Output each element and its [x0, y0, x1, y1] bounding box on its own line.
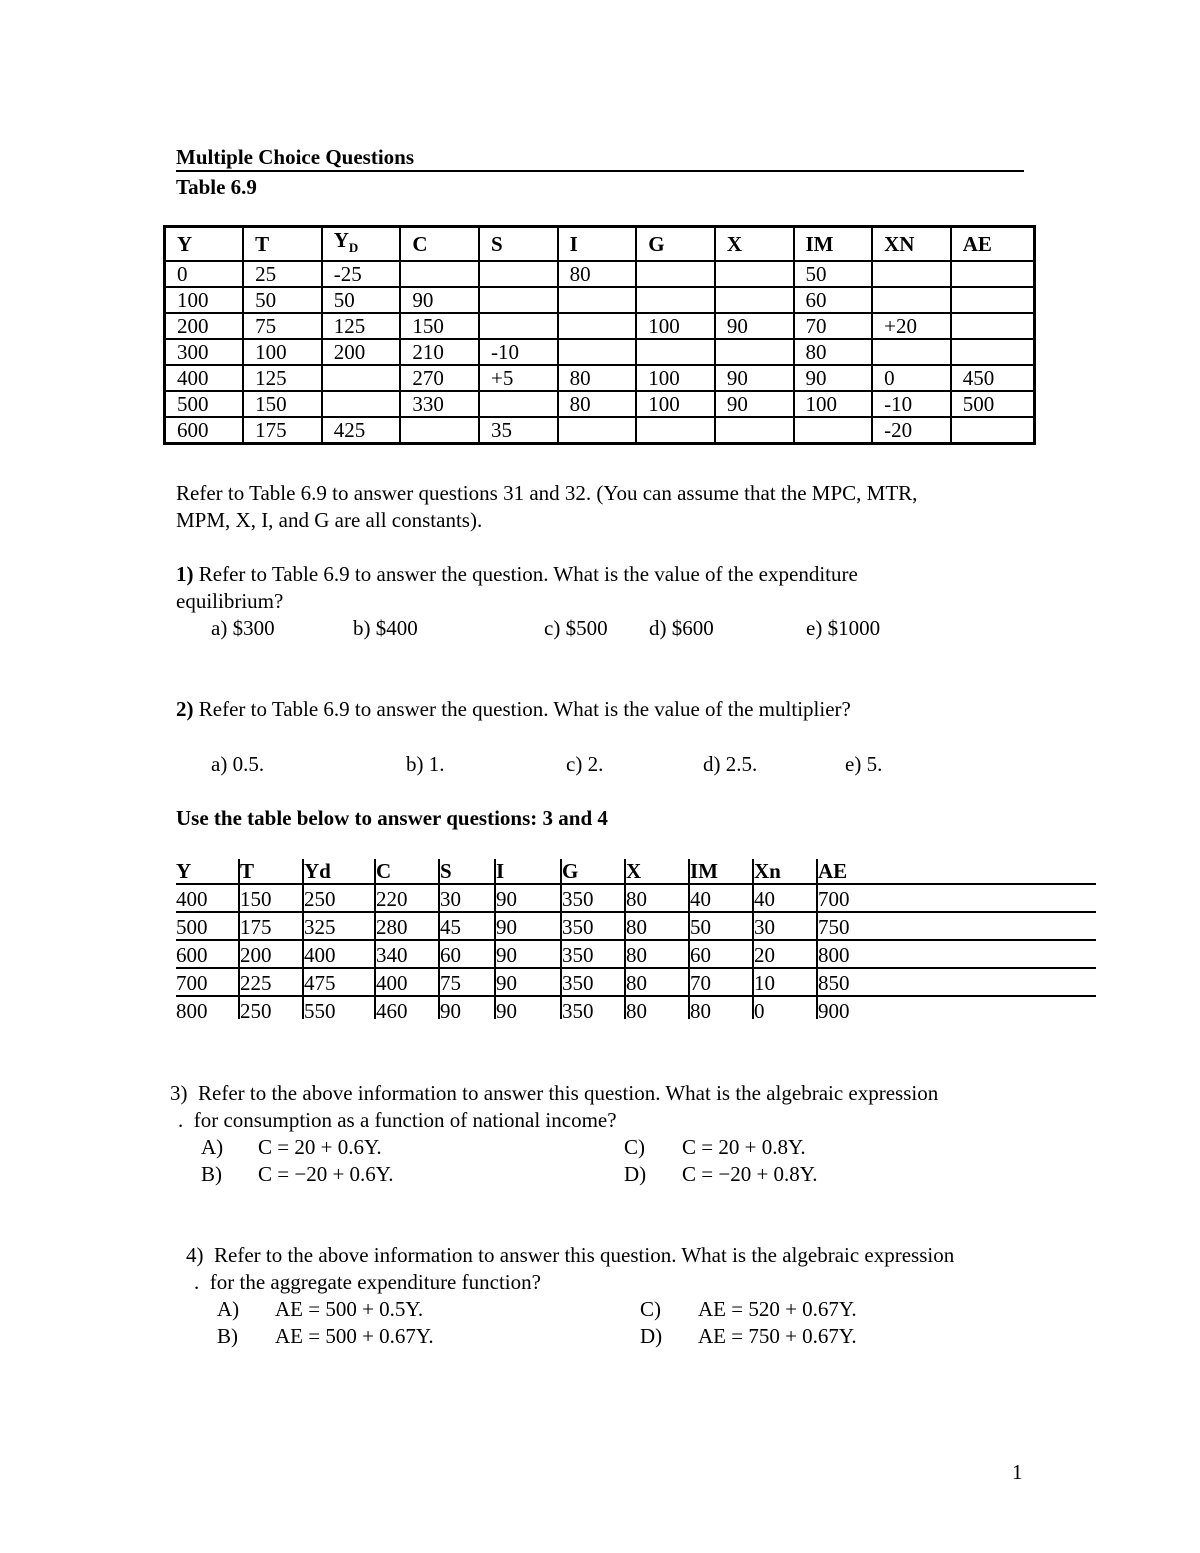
table-cell: 90	[496, 943, 517, 967]
table-cell: 460	[376, 999, 408, 1023]
table-cell: 60	[690, 943, 711, 967]
table-row	[165, 365, 1035, 391]
table-cell: 100	[636, 365, 715, 391]
question-4-dot: .	[194, 1270, 200, 1294]
question-1	[176, 562, 858, 587]
question-4-text: Refer to the above information to answer this question. What is the algebraic expression	[214, 1243, 955, 1267]
table-cell	[636, 261, 715, 287]
table-column-rule	[816, 859, 818, 1019]
table-cell: 75	[440, 971, 461, 995]
table-cell: -25	[322, 261, 401, 287]
table-cell: 60	[440, 943, 461, 967]
header-cell: Yd	[304, 859, 331, 883]
table-cell: 80	[794, 339, 873, 365]
table-cell: 70	[794, 313, 873, 339]
table-cell	[479, 287, 558, 313]
header-cell: I	[558, 227, 637, 262]
table-cell: 150	[400, 313, 479, 339]
table-cell: +20	[872, 313, 951, 339]
table-cell: 400	[176, 887, 208, 911]
table-row	[165, 313, 1035, 339]
header-cell	[322, 227, 401, 262]
header-yd-base: Y	[333, 228, 349, 252]
table-cell	[400, 417, 479, 444]
table-cell: 550	[304, 999, 336, 1023]
table-cell: 450	[951, 365, 1035, 391]
table-cell	[479, 261, 558, 287]
table-cell: 100	[243, 339, 322, 365]
table-cell: 100	[794, 391, 873, 417]
table-cell: 330	[400, 391, 479, 417]
question-2	[176, 697, 851, 722]
table-cell: 45	[440, 915, 461, 939]
table-row	[165, 261, 1035, 287]
table-cell: 350	[562, 971, 594, 995]
table-cell	[872, 339, 951, 365]
table-row	[165, 417, 1035, 444]
table-cell: 250	[304, 887, 336, 911]
table-cell: 75	[243, 313, 322, 339]
table-cell: 90	[440, 999, 461, 1023]
table-cell: 80	[558, 391, 637, 417]
table-2	[176, 857, 1096, 1025]
table-cell	[951, 339, 1035, 365]
table-cell: 350	[562, 887, 594, 911]
question-3-number: 3)	[170, 1081, 188, 1105]
table-cell: 210	[400, 339, 479, 365]
table-cell: 0	[165, 261, 244, 287]
header-cell: T	[240, 859, 255, 883]
table-column-rule	[624, 859, 626, 1019]
table-cell	[558, 287, 637, 313]
header-cell: S	[440, 859, 452, 883]
question-2-text: Refer to Table 6.9 to answer the question. What is the value of the multiplier?	[193, 697, 851, 721]
header-cell: T	[243, 227, 322, 262]
table-cell: -10	[479, 339, 558, 365]
table-cell	[951, 261, 1035, 287]
table-cell: +5	[479, 365, 558, 391]
table-cell: 280	[376, 915, 408, 939]
table-row	[165, 287, 1035, 313]
table-cell: 700	[818, 887, 850, 911]
table-cell: 90	[715, 313, 794, 339]
table-cell: 800	[818, 943, 850, 967]
q2-option-d: d) 2.5.	[703, 752, 758, 776]
table-row	[176, 885, 1096, 913]
table-cell: -20	[872, 417, 951, 444]
table-cell: 150	[243, 391, 322, 417]
table-cell: 500	[176, 915, 208, 939]
table-cell: 100	[636, 313, 715, 339]
table-cell	[322, 365, 401, 391]
table-column-rule	[238, 859, 240, 1019]
table-cell: 50	[243, 287, 322, 313]
header-cell: Xn	[754, 859, 781, 883]
q3-option-c-label: C)	[624, 1135, 645, 1159]
table-cell	[400, 261, 479, 287]
table-cell: 90	[400, 287, 479, 313]
question-4-number: 4)	[186, 1243, 204, 1267]
question-3-dot: .	[178, 1108, 184, 1132]
table-cell	[951, 287, 1035, 313]
table-cell: 350	[562, 999, 594, 1023]
table-cell	[479, 391, 558, 417]
question-1-text: Refer to Table 6.9 to answer the question. What is the value of the expenditure	[193, 562, 858, 586]
table-cell	[322, 391, 401, 417]
table-cell: 90	[496, 971, 517, 995]
table-cell: 50	[322, 287, 401, 313]
heading-underline	[176, 170, 1024, 172]
header-cell: AE	[818, 859, 848, 883]
table-rule	[176, 911, 1096, 913]
header-cell: I	[496, 859, 505, 883]
table-row	[176, 913, 1096, 941]
table-cell: 700	[176, 971, 208, 995]
table-cell: 175	[240, 915, 272, 939]
q4-option-d-text: AE = 750 + 0.67Y.	[698, 1324, 857, 1348]
table-header-row	[165, 227, 1035, 262]
table-cell: 20	[754, 943, 775, 967]
table-cell: 350	[562, 915, 594, 939]
header-cell: G	[562, 859, 579, 883]
q2-option-c: c) 2.	[566, 752, 604, 776]
q4-option-b-text: AE = 500 + 0.67Y.	[275, 1324, 434, 1348]
table-row	[176, 997, 1096, 1025]
table-cell: 175	[243, 417, 322, 444]
q4-option-b-label: B)	[217, 1324, 238, 1348]
table-cell: 60	[794, 287, 873, 313]
table-cell: 200	[240, 943, 272, 967]
table-title: Table 6.9	[176, 175, 257, 199]
table-cell: 80	[626, 999, 647, 1023]
table-cell: 90	[715, 391, 794, 417]
table-row	[165, 391, 1035, 417]
question-4-text-2: for the aggregate expenditure function?	[209, 1270, 541, 1294]
question-3-text: Refer to the above information to answer this question. What is the algebraic expression	[198, 1081, 939, 1105]
table-rule	[176, 995, 1096, 997]
q1-option-a: a) $300	[211, 616, 275, 640]
header-cell: AE	[951, 227, 1035, 262]
table-cell: 200	[165, 313, 244, 339]
header-cell: IM	[794, 227, 873, 262]
table-cell	[636, 417, 715, 444]
table-cell: 80	[690, 999, 711, 1023]
question-3-line-2	[178, 1108, 617, 1133]
table-cell: -10	[872, 391, 951, 417]
q3-option-a-text: C = 20 + 0.6Y.	[258, 1135, 382, 1159]
table-cell: 100	[165, 287, 244, 313]
table-cell: 80	[626, 971, 647, 995]
table-cell: 90	[715, 365, 794, 391]
header-cell: IM	[690, 859, 718, 883]
table-cell: 125	[243, 365, 322, 391]
table-cell: 25	[243, 261, 322, 287]
table-cell: 90	[496, 999, 517, 1023]
q3-option-a-label: A)	[201, 1135, 224, 1159]
table-column-rule	[688, 859, 690, 1019]
q2-option-b: b) 1.	[406, 752, 445, 776]
table-cell: 70	[690, 971, 711, 995]
table-cell: 500	[951, 391, 1035, 417]
intro-line-2: MPM, X, I, and G are all constants).	[176, 508, 483, 532]
table-cell: 90	[496, 887, 517, 911]
table-cell: 0	[872, 365, 951, 391]
table-cell	[479, 313, 558, 339]
table-cell: 400	[376, 971, 408, 995]
table-cell: 340	[376, 943, 408, 967]
question-1-line-2: equilibrium?	[176, 589, 284, 613]
q3-option-c-text: C = 20 + 0.8Y.	[682, 1135, 806, 1159]
table-cell	[951, 313, 1035, 339]
table-cell: 475	[304, 971, 336, 995]
table-column-rule	[438, 859, 440, 1019]
q3-option-b-label: B)	[201, 1162, 222, 1186]
table-cell: 225	[240, 971, 272, 995]
table-2-intro: Use the table below to answer questions: 3 and 4	[176, 806, 608, 830]
header-cell: Y	[165, 227, 244, 262]
table-cell	[636, 287, 715, 313]
table-cell: 250	[240, 999, 272, 1023]
table-cell: 80	[626, 887, 647, 911]
table-cell: 90	[496, 915, 517, 939]
table-rule	[176, 967, 1096, 969]
table-cell: 900	[818, 999, 850, 1023]
table-rule	[176, 939, 1096, 941]
header-cell: X	[626, 859, 642, 883]
table-cell: 100	[636, 391, 715, 417]
q4-option-c-text: AE = 520 + 0.67Y.	[698, 1297, 857, 1321]
table-cell: 300	[165, 339, 244, 365]
question-3-text-2: for consumption as a function of national income?	[193, 1108, 617, 1132]
table-cell: 50	[690, 915, 711, 939]
table-cell: 500	[165, 391, 244, 417]
table-cell: 10	[754, 971, 775, 995]
q1-option-b: b) $400	[353, 616, 418, 640]
question-1-number: 1)	[176, 562, 194, 586]
q2-option-e: e) 5.	[845, 752, 883, 776]
table-column-rule	[560, 859, 562, 1019]
table-cell: 0	[754, 999, 765, 1023]
table-cell: 600	[176, 943, 208, 967]
header-cell: Y	[176, 859, 192, 883]
table-column-rule	[374, 859, 376, 1019]
q4-option-a-text: AE = 500 + 0.5Y.	[275, 1297, 424, 1321]
table-cell: 270	[400, 365, 479, 391]
table-cell: 30	[754, 915, 775, 939]
table-cell	[636, 339, 715, 365]
header-cell: XN	[872, 227, 951, 262]
page-number: 1	[1012, 1460, 1023, 1484]
header-cell: C	[376, 859, 392, 883]
question-2-number: 2)	[176, 697, 194, 721]
table-cell: 850	[818, 971, 850, 995]
table-cell	[794, 417, 873, 444]
q3-option-d-text: C = −20 + 0.8Y.	[682, 1162, 818, 1186]
table-header-row	[176, 857, 1096, 885]
table-cell: 80	[626, 915, 647, 939]
table-cell: 50	[794, 261, 873, 287]
question-3	[170, 1081, 938, 1106]
table-cell: 90	[794, 365, 873, 391]
table-cell: 400	[304, 943, 336, 967]
header-cell: C	[400, 227, 479, 262]
header-yd-subscript: D	[348, 240, 359, 256]
table-cell	[558, 417, 637, 444]
q4-option-c-label: C)	[640, 1297, 661, 1321]
table-cell	[715, 287, 794, 313]
table-cell	[715, 261, 794, 287]
table-column-rule	[302, 859, 304, 1019]
table-cell: 125	[322, 313, 401, 339]
table-cell	[872, 261, 951, 287]
table-cell: 600	[165, 417, 244, 444]
table-cell: 220	[376, 887, 408, 911]
table-cell: 80	[626, 943, 647, 967]
q1-option-c: c) $500	[544, 616, 608, 640]
table-cell	[951, 417, 1035, 444]
header-cell: S	[479, 227, 558, 262]
table-cell	[715, 339, 794, 365]
q4-option-a-label: A)	[217, 1297, 240, 1321]
table-cell	[715, 417, 794, 444]
q3-option-b-text: C = −20 + 0.6Y.	[258, 1162, 394, 1186]
table-row	[176, 941, 1096, 969]
table-column-rule	[752, 859, 754, 1019]
table-cell: 425	[322, 417, 401, 444]
table-rule	[176, 883, 1096, 885]
q3-option-d-label: D)	[624, 1162, 647, 1186]
table-cell: 350	[562, 943, 594, 967]
table-cell: 800	[176, 999, 208, 1023]
table-column-rule	[494, 859, 496, 1019]
table-cell: 40	[754, 887, 775, 911]
q1-option-e: e) $1000	[806, 616, 881, 640]
table-cell: 150	[240, 887, 272, 911]
table-cell: 40	[690, 887, 711, 911]
table-6-9	[163, 225, 1036, 445]
table-row	[176, 969, 1096, 997]
table-cell: 325	[304, 915, 336, 939]
table-cell: 400	[165, 365, 244, 391]
q2-option-a: a) 0.5.	[211, 752, 265, 776]
table-cell	[558, 339, 637, 365]
header-cell: X	[715, 227, 794, 262]
table-cell	[558, 313, 637, 339]
table-cell: 80	[558, 365, 637, 391]
table-row	[165, 339, 1035, 365]
header-cell: G	[636, 227, 715, 262]
table-cell: 30	[440, 887, 461, 911]
q1-option-d: d) $600	[649, 616, 714, 640]
table-cell	[872, 287, 951, 313]
page-heading: Multiple Choice Questions	[176, 145, 415, 169]
q4-option-d-label: D)	[640, 1324, 663, 1348]
question-4-line-2	[194, 1270, 541, 1295]
table-cell: 80	[558, 261, 637, 287]
table-cell: 200	[322, 339, 401, 365]
table-cell: 35	[479, 417, 558, 444]
table-cell: 750	[818, 915, 850, 939]
intro-line-1: Refer to Table 6.9 to answer questions 31 and 32. (You can assume that the MPC, MTR,	[176, 481, 918, 505]
question-4	[186, 1243, 954, 1268]
